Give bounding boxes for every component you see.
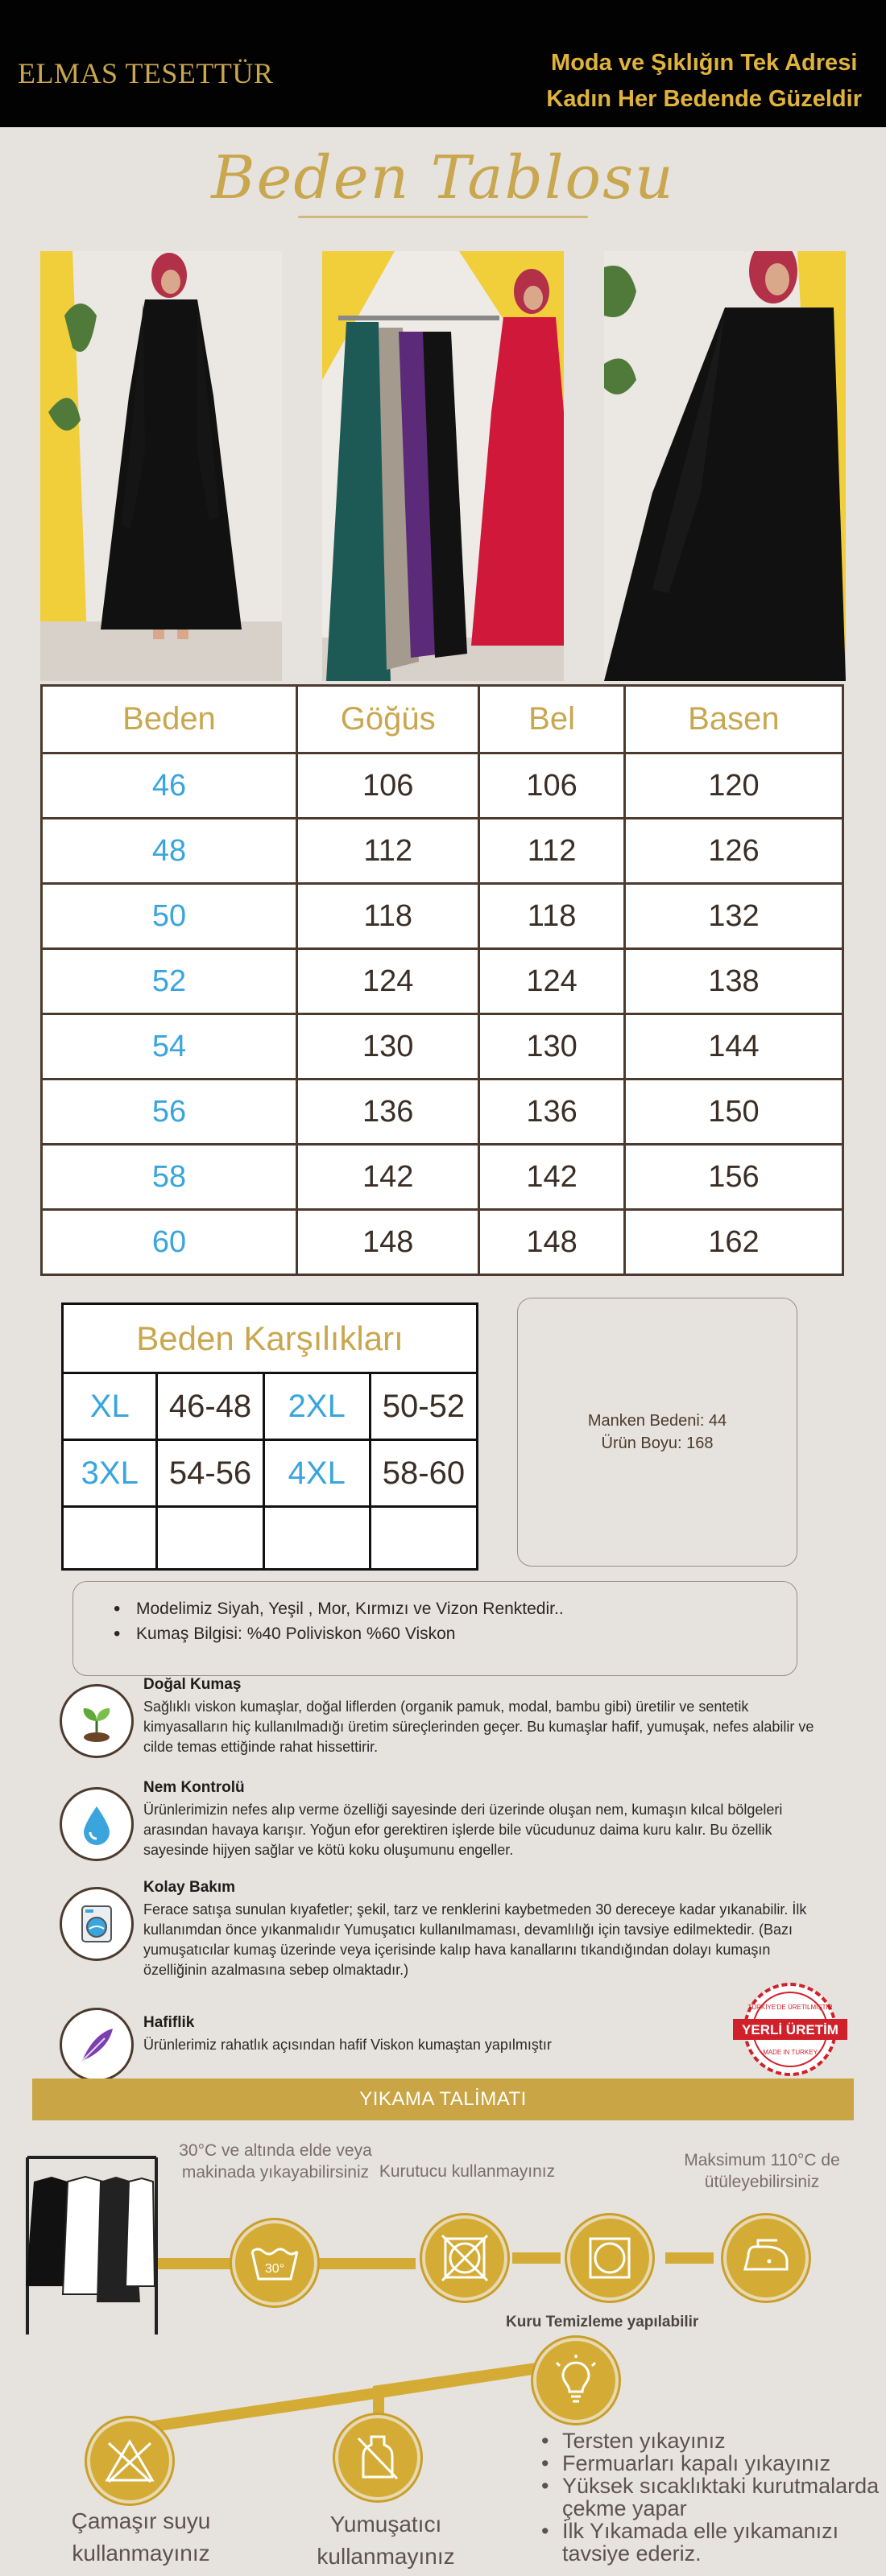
colors-info: • Modelimiz Siyah, Yeşil , Mor, Kırmızı ve Vizon Renktedir..: [114, 1596, 797, 1621]
empty-cell: [63, 1507, 157, 1570]
table-row: [42, 1145, 843, 1210]
no-tumble-dry-icon: [422, 2215, 507, 2301]
chest-cell: 136: [296, 1080, 478, 1145]
waist-cell: 136: [479, 1080, 624, 1145]
hip-cell: 132: [624, 884, 843, 949]
iron-icon: [723, 2215, 809, 2301]
tagline-line-1: Moda ve Şıklığın Tek Adresi: [551, 50, 858, 76]
model-info-box: [517, 1298, 797, 1567]
empty-cell: [370, 1507, 477, 1570]
header-bar: [0, 0, 886, 127]
equiv-label: 2XL: [263, 1373, 370, 1440]
chest-cell: 142: [296, 1145, 478, 1210]
equiv-label: 3XL: [63, 1440, 157, 1507]
wash-30-symbol: 30°: [264, 2262, 285, 2276]
brand-logo: ELMAS TESETTÜR: [18, 57, 274, 89]
size-cell: 48: [42, 819, 297, 884]
feature-text: Sağlıklı viskon kumaşlar, doğal liflerden (organik pamuk, modal, bambu gibi) üretilir ve sentetik kimyasalların hiç kullanılmadığı üretim süreçlerinden geçer. Bu kumaşlar hafif, yumuşak, nefes alabilir ve cilde temas ettiğinde rahat hissettirir.: [143, 1699, 814, 1755]
list-item: • Tersten yıkayınız: [541, 2429, 880, 2452]
hip-cell: 126: [624, 819, 843, 884]
table-row: [42, 819, 843, 884]
product-length: Ürün Boyu: 168: [601, 1435, 714, 1452]
no-softener-icon: [335, 2415, 420, 2500]
waist-cell: 112: [479, 819, 624, 884]
chest-cell: 148: [296, 1210, 478, 1275]
table-row: [42, 753, 843, 819]
size-cell: 56: [42, 1080, 297, 1145]
title-underline: [298, 216, 588, 218]
wash-30-icon: [232, 2220, 317, 2306]
hip-cell: 150: [624, 1080, 843, 1145]
waist-cell: 118: [479, 884, 624, 949]
plant-icon: [60, 1684, 134, 1758]
list-item: • Fermuarları kapalı yıkayınız: [541, 2452, 880, 2475]
table-row: [63, 1373, 478, 1440]
empty-cell: [263, 1507, 370, 1570]
chest-cell: 106: [296, 753, 478, 819]
waist-cell: 130: [479, 1014, 624, 1080]
page-title: Beden Tablosu: [211, 143, 675, 213]
connector: [158, 2258, 230, 2269]
table-row: [63, 1440, 478, 1507]
size-table: [40, 684, 844, 1276]
tagline-line-2: Kadın Her Bedende Güzeldir: [546, 86, 862, 112]
list-item: • İlk Yıkamada elle yıkamanızı tavsiye ederiz.: [541, 2520, 880, 2565]
no-bleach-label: Çamaşır suyu kullanmayınız: [71, 2508, 211, 2566]
no-bleach-icon: [87, 2418, 172, 2504]
size-cell: 60: [42, 1210, 297, 1275]
connector: [512, 2252, 561, 2264]
header-bel: Bel: [479, 686, 624, 753]
waist-cell: 124: [479, 949, 624, 1014]
made-in-turkey-badge: [730, 1977, 851, 2082]
chest-cell: 130: [296, 1014, 478, 1080]
hip-cell: 120: [624, 753, 843, 819]
dry-clean-icon: [567, 2215, 652, 2301]
product-photo-black-front: [40, 251, 282, 681]
feature-text: Ürünlerimiz rahatlık açısından hafif Viskon kumaştan yapılmıştır: [143, 2037, 552, 2053]
feather-icon: [60, 2008, 134, 2082]
wash-30-label: 30°C ve altında elde veya makinada yıkayabilirsiniz: [179, 2141, 372, 2182]
washing-machine-icon: [60, 1887, 134, 1961]
waist-cell: 148: [479, 1210, 624, 1275]
clothes-rack-icon: [19, 2149, 164, 2343]
hip-cell: 144: [624, 1014, 843, 1080]
iron-label: Maksimum 110°C de ütüleyebilirsiniz: [684, 2151, 840, 2191]
lightbulb-icon: [533, 2338, 619, 2423]
table-row: [42, 884, 843, 949]
connector: [665, 2252, 714, 2264]
feature-text: Ferace satışa sunulan kıyafetler; şekil, tarz ve renklerini kaybetmeden 30 dereceye kadar yıkanabilir. İlk kullanımdan önce yıkanmalıdır Yumuşatıcı kullanılmaması, devamlılığı için tavsiye edilmektedir. (Bazı yumuşatıcılar kumaş üzerinde veya içerisinde kalıp hava kanallarını tıkandığından dolayı kumaşın özelliğinin azalmasına sebep olmaktadır.): [143, 1901, 807, 1978]
badge-top-text: TÜRKİYE'DE ÜRETİLMİŞTİR: [747, 2004, 833, 2011]
model-size: Manken Bedeni: 44: [587, 1412, 727, 1430]
badge-bottom-text: MADE IN TURKEY: [763, 2049, 818, 2056]
dry-clean-label: Kuru Temizleme yapılabilir: [506, 2314, 699, 2330]
size-equivalents-table: [61, 1302, 478, 1571]
size-cell: 54: [42, 1014, 297, 1080]
tagline: [546, 45, 862, 118]
table-row: [42, 1210, 843, 1275]
chest-cell: 124: [296, 949, 478, 1014]
size-table-header: [42, 686, 843, 753]
table-row: [63, 1507, 478, 1570]
product-photo-black-closeup: [604, 251, 846, 681]
badge-main-text: YERLİ ÜRETİM: [742, 2022, 838, 2037]
no-dryer-label: Kurutucu kullanmayınız: [379, 2162, 556, 2181]
size-cell: 58: [42, 1145, 297, 1210]
equivalents-title: Beden Karşılıkları: [63, 1304, 478, 1373]
equiv-range: 50-52: [370, 1373, 477, 1440]
table-row: [42, 949, 843, 1014]
product-info-box: [72, 1581, 797, 1676]
hip-cell: 162: [624, 1210, 843, 1275]
table-row: [42, 1014, 843, 1080]
header-basen: Basen: [624, 686, 843, 753]
chest-cell: 112: [296, 819, 478, 884]
size-cell: 50: [42, 884, 297, 949]
list-item: • Yüksek sıcaklıktaki kurutmalarda çekme yapar: [541, 2475, 880, 2520]
waist-cell: 106: [479, 753, 624, 819]
feature-title: Nem Kontrolü: [143, 1779, 245, 1796]
hip-cell: 138: [624, 949, 843, 1014]
equiv-label: XL: [63, 1373, 157, 1440]
feature-title: Kolay Bakım: [143, 1879, 236, 1896]
product-photo-colors: [322, 251, 564, 681]
chest-cell: 118: [296, 884, 478, 949]
feature-title: Doğal Kumaş: [143, 1676, 242, 1693]
care-tips-list: [541, 2429, 880, 2565]
empty-cell: [157, 1507, 263, 1570]
wash-instructions-title: YIKAMA TALİMATI: [32, 2079, 854, 2120]
feature-text: Ürünlerimizin nefes alıp verme özelliği sayesinde deri üzerinde oluşan nem, kumaşın kılcal bölgeleri arasından havaya karışır. Yoğun efor gerektiren işlerde bile vücudunuz daima kuru kalır. Bu özellik sayesinde hijyen sağlar ve kötü koku oluşumunu engeller.: [143, 1802, 783, 1858]
equiv-range: 46-48: [157, 1373, 263, 1440]
hip-cell: 156: [624, 1145, 843, 1210]
feature-title: Hafiflik: [143, 2014, 195, 2031]
equiv-range: 58-60: [370, 1440, 477, 1507]
equiv-label: 4XL: [263, 1440, 370, 1507]
table-row: [42, 1080, 843, 1145]
size-cell: 52: [42, 949, 297, 1014]
header-gogus: Göğüs: [296, 686, 478, 753]
equiv-range: 54-56: [157, 1440, 263, 1507]
no-softener-label: Yumuşatıcı kullanmayınız: [317, 2512, 455, 2569]
size-cell: 46: [42, 753, 297, 819]
water-drop-icon: [60, 1787, 134, 1861]
waist-cell: 142: [479, 1145, 624, 1210]
header-beden: Beden: [42, 686, 297, 753]
connector: [319, 2258, 416, 2269]
fabric-info: • Kumaş Bilgisi: %40 Poliviskon %60 Viskon: [114, 1621, 797, 1646]
